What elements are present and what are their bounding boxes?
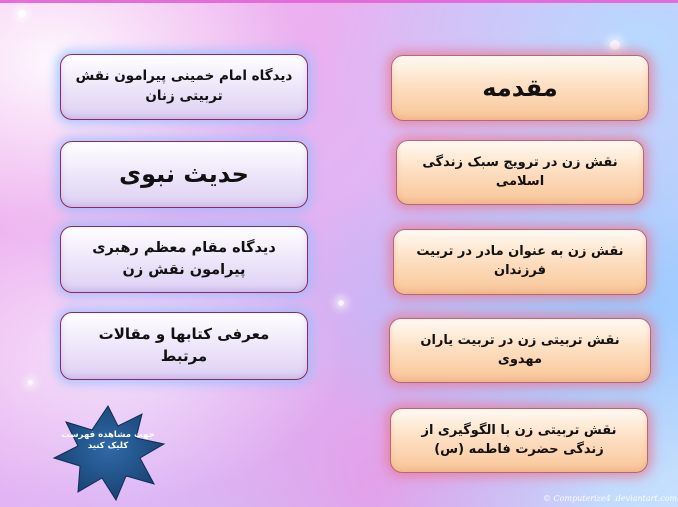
menu-item-label: نقش زن به عنوان مادر در تربیت فرزندان bbox=[416, 244, 624, 278]
star-menu-button[interactable] bbox=[50, 404, 166, 502]
menu-item-label: حدیث نبوی bbox=[119, 160, 249, 189]
star-icon bbox=[54, 406, 164, 500]
menu-item-books-articles[interactable] bbox=[60, 312, 308, 380]
star-button-label: جهت مشاهده فهرست کلیک کنید bbox=[61, 430, 155, 451]
menu-item-label: دیدگاه امام خمینی پیرامون نقش تربیتی زنان bbox=[75, 68, 293, 104]
menu-item-mahdavi-companions[interactable] bbox=[389, 318, 651, 383]
sparkle-decoration bbox=[18, 10, 26, 18]
menu-item-label: نقش تربیتی زن در تربیت یاران مهدوی bbox=[420, 332, 620, 367]
top-frame-line bbox=[0, 0, 678, 3]
menu-item-label: نقش زن در ترویج سبک زندگی اسلامی bbox=[422, 154, 618, 189]
menu-item-fatima-model[interactable] bbox=[390, 408, 648, 473]
menu-item-prophetic-hadith[interactable] bbox=[60, 141, 308, 208]
menu-item-supreme-leader-view[interactable] bbox=[60, 226, 308, 293]
menu-item-label: دیدگاه مقام معظم رهبری پیرامون نقش زن bbox=[92, 240, 276, 278]
sparkle-decoration bbox=[338, 300, 344, 306]
watermark-text: © Computerize4 .deviantart.com bbox=[543, 494, 678, 503]
sparkle-decoration bbox=[28, 380, 33, 385]
menu-item-label: نقش تربیتی زن با الگوگیری از زندگی حضرت فاطمه (س) bbox=[421, 422, 617, 457]
sparkle-decoration bbox=[610, 40, 620, 50]
menu-item-islamic-lifestyle[interactable] bbox=[396, 140, 644, 205]
menu-item-mother-role[interactable] bbox=[393, 229, 647, 295]
menu-item-introduction[interactable] bbox=[391, 55, 649, 121]
menu-item-imam-khomeini-view[interactable] bbox=[60, 54, 308, 120]
menu-item-label: مقدمه bbox=[482, 73, 558, 102]
menu-item-label: معرفی کتابها و مقالات مرتبط bbox=[98, 325, 270, 365]
